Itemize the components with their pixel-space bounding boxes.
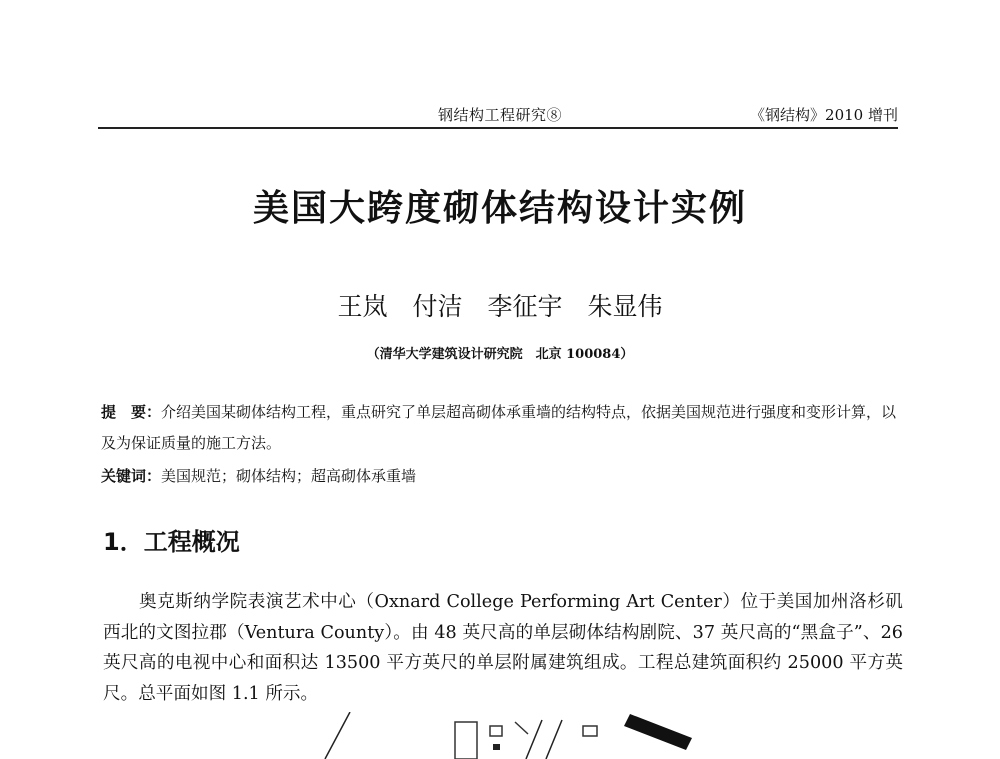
- body-paragraph: 奥克斯纳学院表演艺术中心（Oxnard College Performing Art Center）位于美国加州洛杉矶西北的文图拉郡（Ventura County）。由 48 英尺高的单层砌体结构剧院、37 英尺高的“黑盒子”、26 英尺高的电视中心和面积达 13500 平方英尺的单层附属建筑组成。工程总建筑面积约 25000 平方英尺。总平面如图 1.1 所示。: [103, 592, 903, 704]
- abstract-label: 提 要：: [101, 403, 162, 421]
- figure-line: [325, 712, 350, 759]
- figure-line: [515, 722, 528, 734]
- figure-building-outline: [455, 722, 477, 759]
- running-header-journal: 《钢结构》2010 增刊: [750, 106, 898, 124]
- figure-road-band: [624, 714, 692, 750]
- figure-building-outline: [490, 726, 502, 736]
- keywords: [101, 462, 901, 490]
- keywords-label: 关键词：: [101, 467, 162, 485]
- running-header: [98, 96, 898, 126]
- section-heading: 1．工程概况: [103, 528, 240, 556]
- figure-line: [546, 720, 562, 759]
- paper-title: 美国大跨度砌体结构设计实例: [252, 188, 747, 229]
- figure-line: [526, 720, 542, 759]
- figure-marker: [493, 744, 500, 750]
- abstract-text: 介绍美国某砌体结构工程，重点研究了单层超高砌体承重墙的结构特点，依据美国规范进行强度和变形计算，以及为保证质量的施工方法。: [101, 403, 897, 452]
- author-list: 王岚 付洁 李征宇 朱显伟: [337, 292, 663, 321]
- figure-building-outline: [583, 726, 597, 736]
- keywords-text: 美国规范；砌体结构；超高砌体承重墙: [161, 467, 417, 485]
- abstract: [101, 397, 901, 459]
- site-plan-figure-fragment: [300, 712, 720, 759]
- header-rule: [98, 127, 898, 129]
- running-header-series: 钢结构工程研究⑧: [438, 106, 563, 124]
- affiliation: （清华大学建筑设计研究院 北京 100084）: [366, 347, 634, 362]
